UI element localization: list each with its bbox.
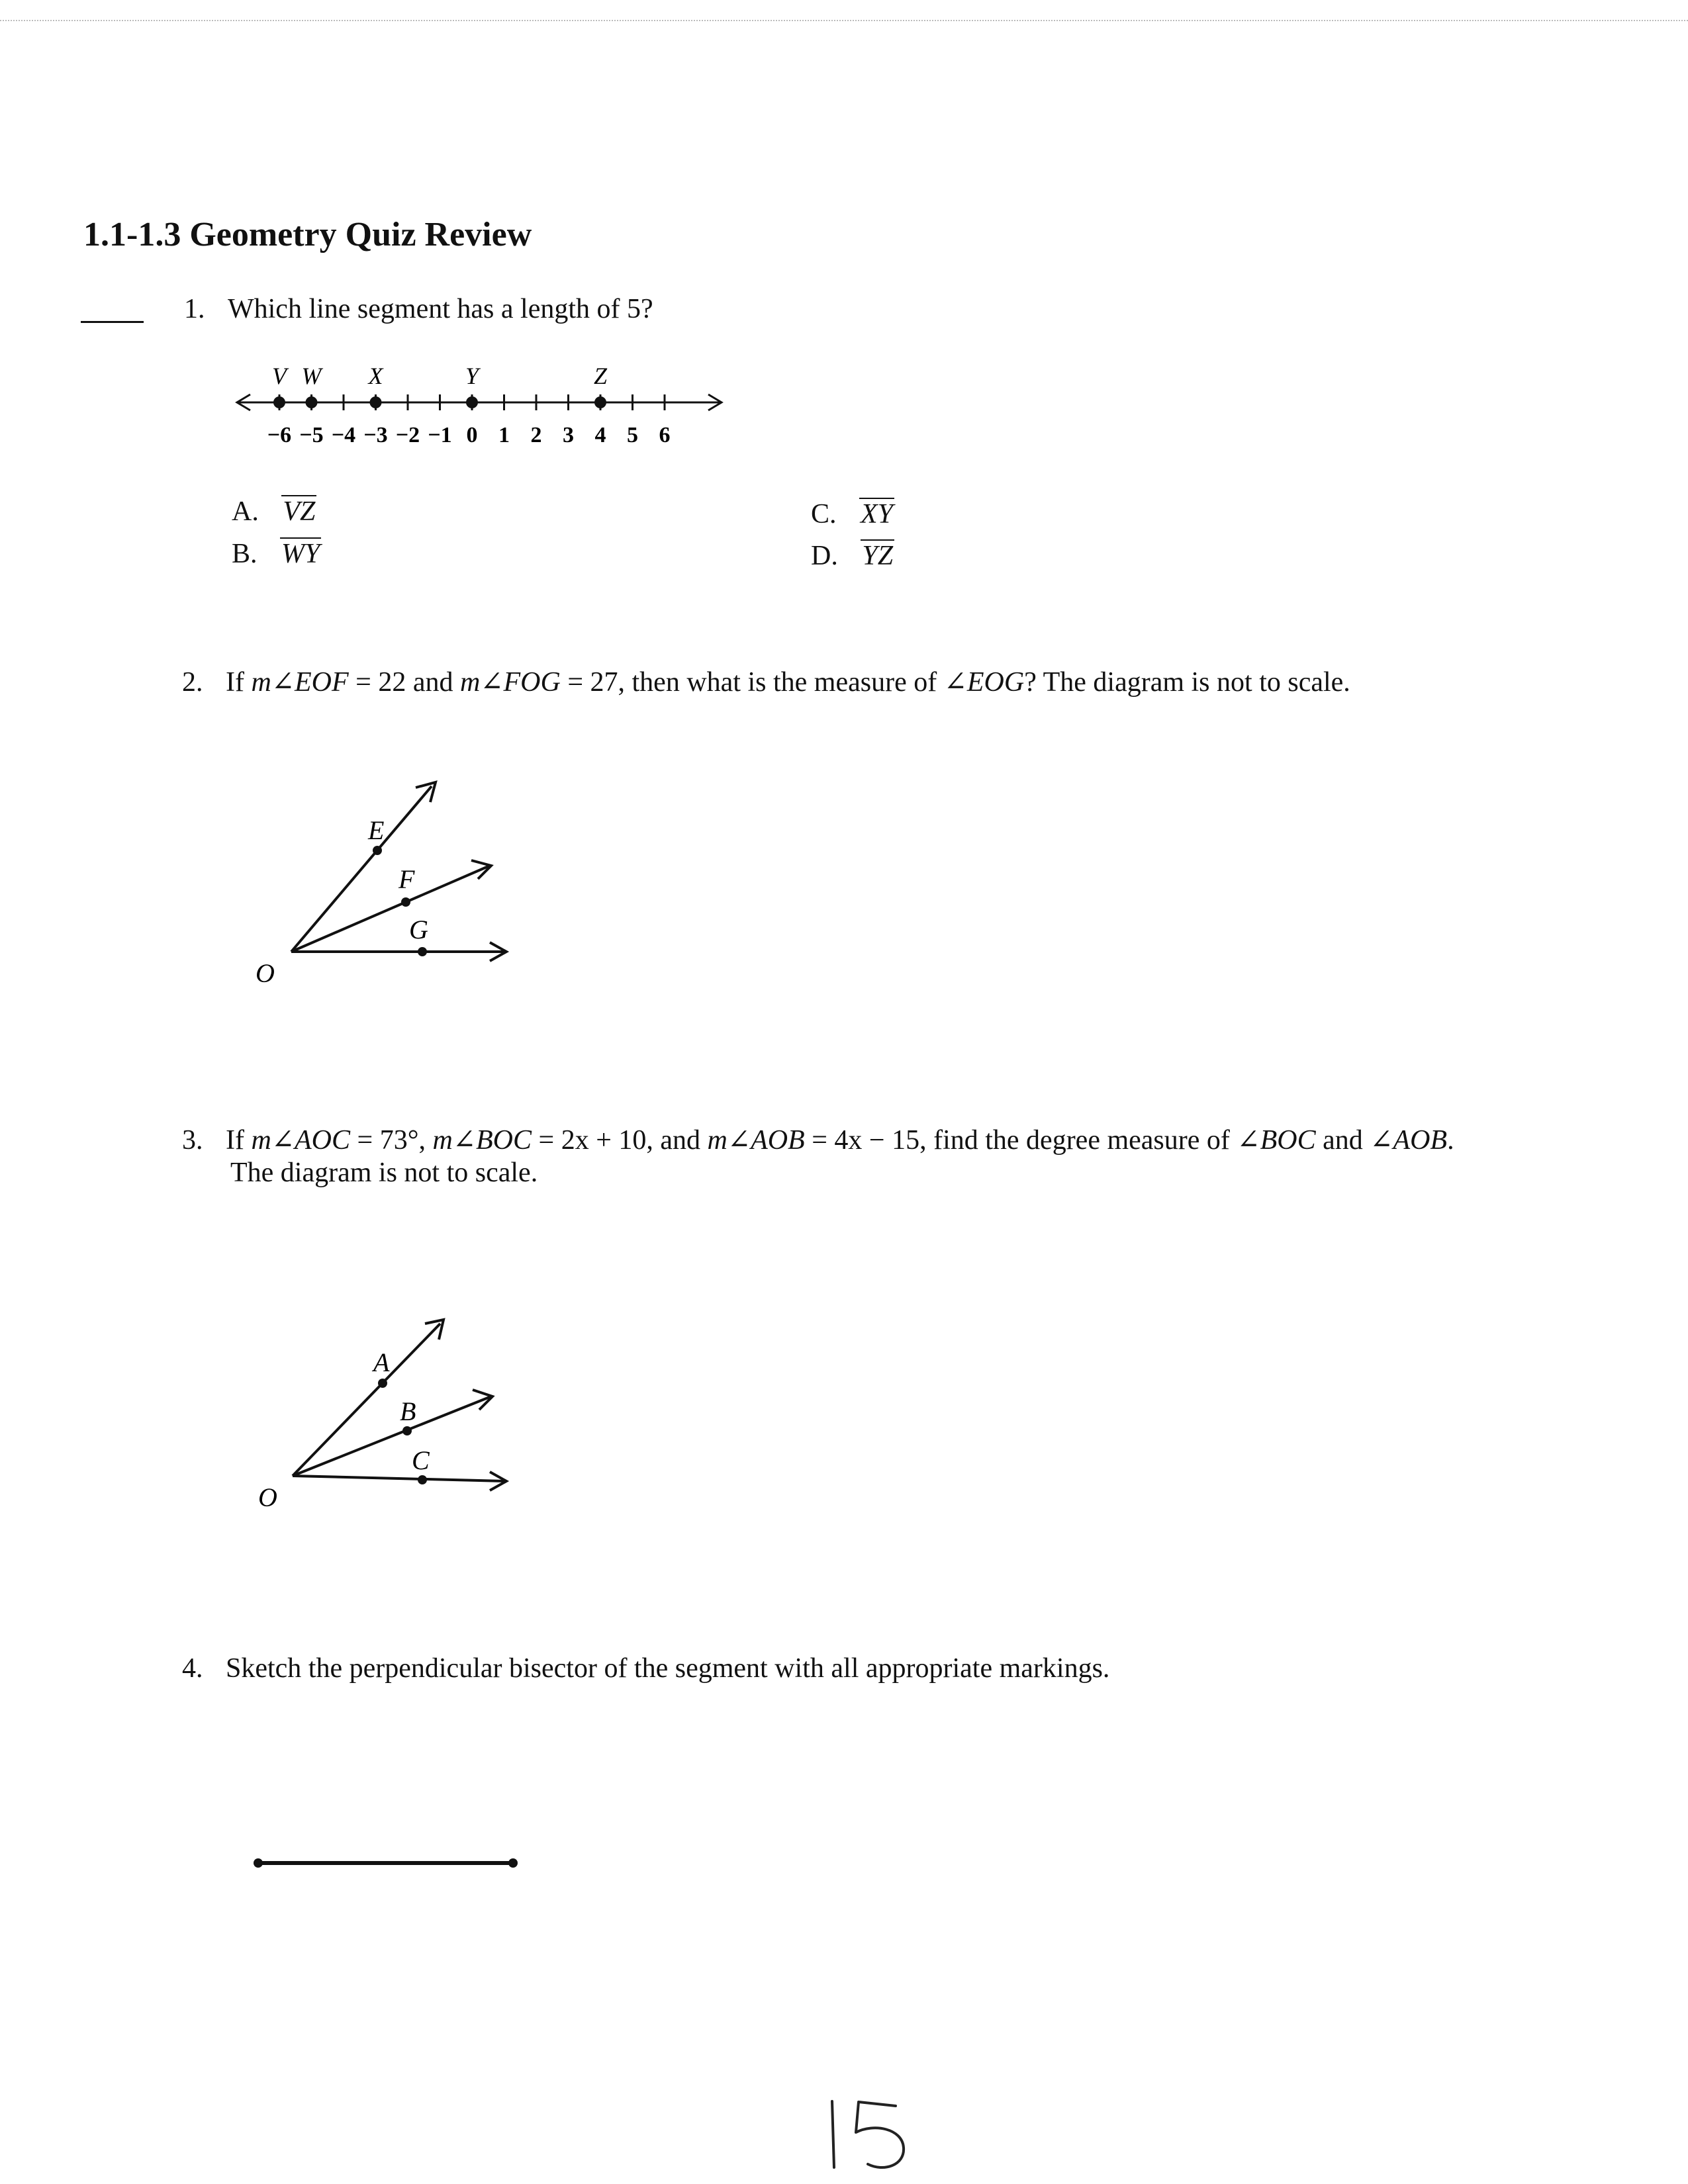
ray-of — [291, 866, 490, 952]
question-3-and: and — [1315, 1125, 1370, 1156]
point-c — [418, 1475, 427, 1484]
question-1-text: Which line segment has a length of 5? — [228, 294, 653, 324]
question-3 — [182, 1123, 1454, 1156]
point-x — [370, 396, 382, 408]
label-o: O — [256, 958, 275, 988]
tick-label: 4 — [594, 423, 606, 447]
segment-endpoint-right — [508, 1858, 518, 1868]
angle-diagram-q2 — [238, 768, 543, 993]
label-f: F — [399, 864, 415, 894]
tick-label: 6 — [659, 423, 671, 447]
label-a: A — [373, 1347, 390, 1377]
tick-label: 1 — [498, 423, 510, 447]
point-label-y: Y — [465, 363, 479, 389]
tick-label: −2 — [395, 423, 420, 447]
question-2 — [182, 665, 1350, 698]
answer-blank-q1[interactable] — [81, 321, 144, 323]
question-4 — [182, 1653, 1109, 1684]
point-y — [466, 396, 478, 408]
tick-label: −6 — [267, 423, 292, 447]
point-f — [401, 897, 410, 907]
choice-d-label: D. — [811, 541, 838, 571]
choice-b-label: B. — [232, 539, 258, 569]
choice-c-label: C. — [811, 499, 837, 529]
question-3-measure-aoc: m∠AOC — [251, 1125, 351, 1156]
choice-b[interactable] — [232, 537, 321, 570]
question-3-measure-boc: m∠BOC — [432, 1125, 532, 1156]
point-e — [373, 846, 382, 855]
question-2-measure-fog: m∠FOG — [459, 667, 561, 698]
question-1 — [184, 293, 653, 325]
point-b — [402, 1426, 412, 1435]
question-3-if: If — [226, 1125, 252, 1156]
point-label-w: W — [301, 363, 322, 389]
question-3-measure-aob: m∠AOB — [707, 1125, 805, 1156]
question-3-period: . — [1447, 1125, 1454, 1156]
page-title: 1.1-1.3 Geometry Quiz Review — [83, 216, 532, 253]
tick-label: −5 — [299, 423, 324, 447]
top-dotted-rule — [0, 20, 1688, 21]
point-g — [418, 947, 427, 956]
question-2-measure-eof: m∠EOF — [251, 667, 349, 698]
question-3-number: 3. — [182, 1125, 203, 1156]
question-3-eq1: = 73°, — [350, 1125, 433, 1156]
point-label-z: Z — [593, 363, 608, 389]
label-o: O — [258, 1482, 277, 1512]
question-3-angle-boc: ∠BOC — [1237, 1125, 1316, 1156]
question-2-number: 2. — [182, 667, 203, 698]
tick-label: −4 — [331, 423, 356, 447]
question-2-eq1: = 22 and — [348, 667, 460, 698]
question-2-end: ? The diagram is not to scale. — [1024, 667, 1350, 698]
question-1-number: 1. — [184, 294, 205, 324]
question-4-text: Sketch the perpendicular bisector of the segment with all appropriate markings. — [226, 1653, 1110, 1684]
question-3-eq3: = 4x − 15, find the degree measure of — [804, 1125, 1237, 1156]
segment-endpoint-left — [254, 1858, 263, 1868]
tick-label: 3 — [563, 423, 574, 447]
label-g: G — [409, 915, 428, 944]
point-v — [273, 396, 285, 408]
choice-c[interactable] — [811, 498, 894, 530]
choice-a-segment: VZ — [283, 496, 316, 527]
angle-diagram-q3 — [238, 1297, 543, 1516]
label-b: B — [400, 1396, 416, 1426]
question-3-eq2: = 2x + 10, and — [532, 1125, 708, 1156]
tick-label: −1 — [428, 423, 452, 447]
point-w — [306, 396, 318, 408]
question-3-angle-aob: ∠AOB — [1370, 1125, 1448, 1156]
handwritten-page-number — [818, 2085, 930, 2177]
point-label-x: X — [368, 363, 383, 389]
tick-label: 0 — [466, 423, 478, 447]
tick-label: −3 — [363, 423, 388, 447]
choice-a-label: A. — [232, 496, 259, 527]
tick-label: 5 — [627, 423, 638, 447]
question-2-angle-eog: ∠EOG — [943, 667, 1025, 698]
label-c: C — [412, 1445, 430, 1475]
choice-d[interactable] — [811, 539, 894, 572]
ray-oc — [293, 1476, 506, 1481]
point-z — [594, 396, 606, 408]
choice-a[interactable] — [232, 495, 316, 527]
question-4-number: 4. — [182, 1653, 203, 1684]
choice-b-segment: WY — [281, 539, 320, 569]
ray-ob — [293, 1396, 491, 1476]
label-e: E — [368, 815, 385, 845]
tick-label: 2 — [530, 423, 542, 447]
number-line — [225, 351, 741, 457]
point-a — [378, 1379, 387, 1388]
choice-d-segment: YZ — [862, 541, 894, 571]
point-label-v: V — [272, 363, 287, 389]
question-3-line-2: The diagram is not to scale. — [230, 1158, 538, 1188]
question-2-if: If — [226, 667, 252, 698]
question-2-eq2: = 27, then what is the measure of — [560, 667, 944, 698]
segment-q4[interactable] — [245, 1850, 523, 1876]
choice-c-segment: XY — [861, 499, 894, 529]
